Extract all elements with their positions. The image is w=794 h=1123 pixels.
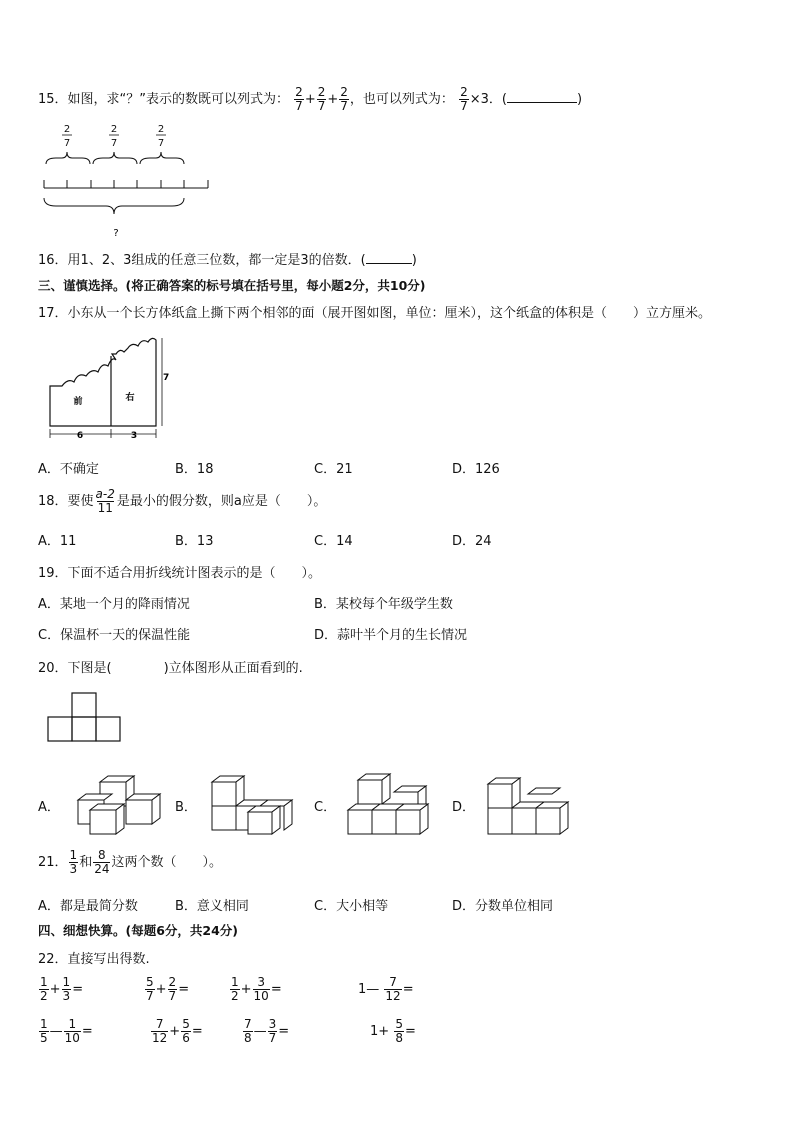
q19-option-c[interactable]: C．保温杯一天的保温性能 [38,628,191,643]
q15-text-b: ，也可以列式为： [349,92,454,107]
seg-label-3-num: 2 [157,124,165,135]
q21-option-c[interactable]: C．大小相等 [314,899,389,914]
plus-sign: + [304,92,316,107]
q18-option-c[interactable]: C．14 [314,534,353,549]
q18-option-d[interactable]: D．24 [452,534,492,549]
q18-line [38,488,326,515]
dim-height-label: 7 [163,373,169,383]
q16-close: ) [411,253,417,268]
q22-expr-6[interactable]: $\frac{7}{12}$ + $\frac{5}{6}$ = [152,1017,203,1045]
q15-answer-blank[interactable] [507,102,577,103]
q20-option-b-solid[interactable] [208,772,300,836]
section-4-heading: 四、细想快算。(每题6分，共24分) [38,923,239,938]
q21-option-a[interactable]: A．都是最简分数 [38,899,138,914]
q21-number: 21． [38,855,68,870]
face-right-label: 右 [125,393,135,403]
q20-option-d-solid[interactable] [484,772,580,838]
q16-answer-blank[interactable] [366,263,412,264]
q22-text: 22．直接写出得数. [38,952,150,967]
q19-option-d[interactable]: D．蒜叶半个月的生长情况 [314,628,468,643]
q16-line [38,249,417,268]
q15-frac-1: $\frac{2}{7}$ [295,85,303,113]
q17-option-c[interactable]: C．21 [314,462,353,477]
q19-option-b[interactable]: B．某校每个年级学生数 [314,597,453,612]
q20-front-view [46,691,124,743]
q18-text-pre: 18．要使 [38,494,94,509]
q18-option-a[interactable]: A．11 [38,534,77,549]
q21-option-d[interactable]: D．分数单位相同 [452,899,554,914]
q15-times: ×3．( [469,92,507,107]
q20-option-c-solid[interactable] [344,772,440,838]
q16-text: 16．用1、2、3组成的任意三位数，都一定是3的倍数．( [38,253,366,268]
seg-label-2-den: 7 [110,138,118,149]
q17-option-b[interactable]: B．18 [175,462,214,477]
q22-expr-8[interactable]: 1+ $\frac{5}{8}$ = [370,1017,416,1045]
q15-number: 15． [38,92,68,107]
q22-expr-3[interactable]: $\frac{1}{2}$ + $\frac{3}{10}$ = [231,975,282,1003]
q22-expr-1[interactable]: $\frac{1}{2}$ + $\frac{1}{3}$ = [40,975,84,1003]
q17-net-diagram [44,334,169,442]
q15-frac-4: $\frac{2}{7}$ [460,85,468,113]
q15-diagram [40,122,215,240]
q15-frac-2: $\frac{2}{7}$ [317,85,326,113]
seg-label-3-den: 7 [157,138,165,149]
q20-option-d-label[interactable]: D． [452,800,476,815]
q21-fraction-2: $\frac{8}{24}$ [94,848,110,876]
face-front-label: 前 [73,397,83,407]
q21-line [38,849,222,876]
q22-expr-4[interactable]: 1— $\frac{7}{12}$ = [358,975,414,1003]
q21-and: 和 [79,855,93,870]
diagram-question-mark: ? [113,228,119,239]
section-3-heading: 三、谨慎选择。(将正确答案的标号填在括号里，每小题2分，共10分) [38,278,426,293]
q20-option-a-solid[interactable] [72,772,164,836]
q18-fraction: $\frac{a-2}{11}$ [95,487,115,515]
seg-label-1-den: 7 [63,138,71,149]
q21-text-post: 这两个数（ ）。 [111,855,222,870]
q19-text: 19．下面不适合用折线统计图表示的是（ ）。 [38,566,322,581]
dim-depth-label: 3 [130,431,138,441]
q20-option-b-label[interactable]: B． [175,800,197,815]
q21-fraction-1: $\frac{1}{3}$ [69,848,78,876]
q15-frac-3: $\frac{2}{7}$ [340,85,348,113]
q18-text-post: 是最小的假分数，则a应是（ ）。 [116,494,327,509]
q17-option-a[interactable]: A．不确定 [38,462,99,477]
q18-option-b[interactable]: B．13 [175,534,214,549]
q21-option-b[interactable]: B．意义相同 [175,899,249,914]
q22-expr-7[interactable]: $\frac{7}{8}$ — $\frac{3}{7}$ = [244,1017,290,1045]
q20-option-a-label[interactable]: A． [38,800,60,815]
q22-expr-5[interactable]: $\frac{1}{5}$ — $\frac{1}{10}$ = [40,1017,93,1045]
q17-option-d[interactable]: D．126 [452,462,500,477]
q17-text: 17．小东从一个长方体纸盒上撕下两个相邻的面（展开图如图，单位：厘米），这个纸盒的体积是（ ）立方厘米。 [38,306,712,321]
q19-option-a[interactable]: A．某地一个月的降雨情况 [38,597,190,612]
q15-line [38,86,582,113]
q15-text-a: 如图，求“？”表示的数既可以列式为： [67,92,290,107]
plus-sign: + [327,92,339,107]
q20-option-c-label[interactable]: C． [314,800,337,815]
seg-label-1-num: 2 [63,124,71,135]
q20-text: 20．下图是( )立体图形从正面看到的. [38,661,303,676]
q15-close: ) [576,92,583,107]
seg-label-2-num: 2 [110,124,118,135]
dim-width-label: 6 [76,431,84,441]
q22-expr-2[interactable]: $\frac{5}{7}$ + $\frac{2}{7}$ = [146,975,190,1003]
